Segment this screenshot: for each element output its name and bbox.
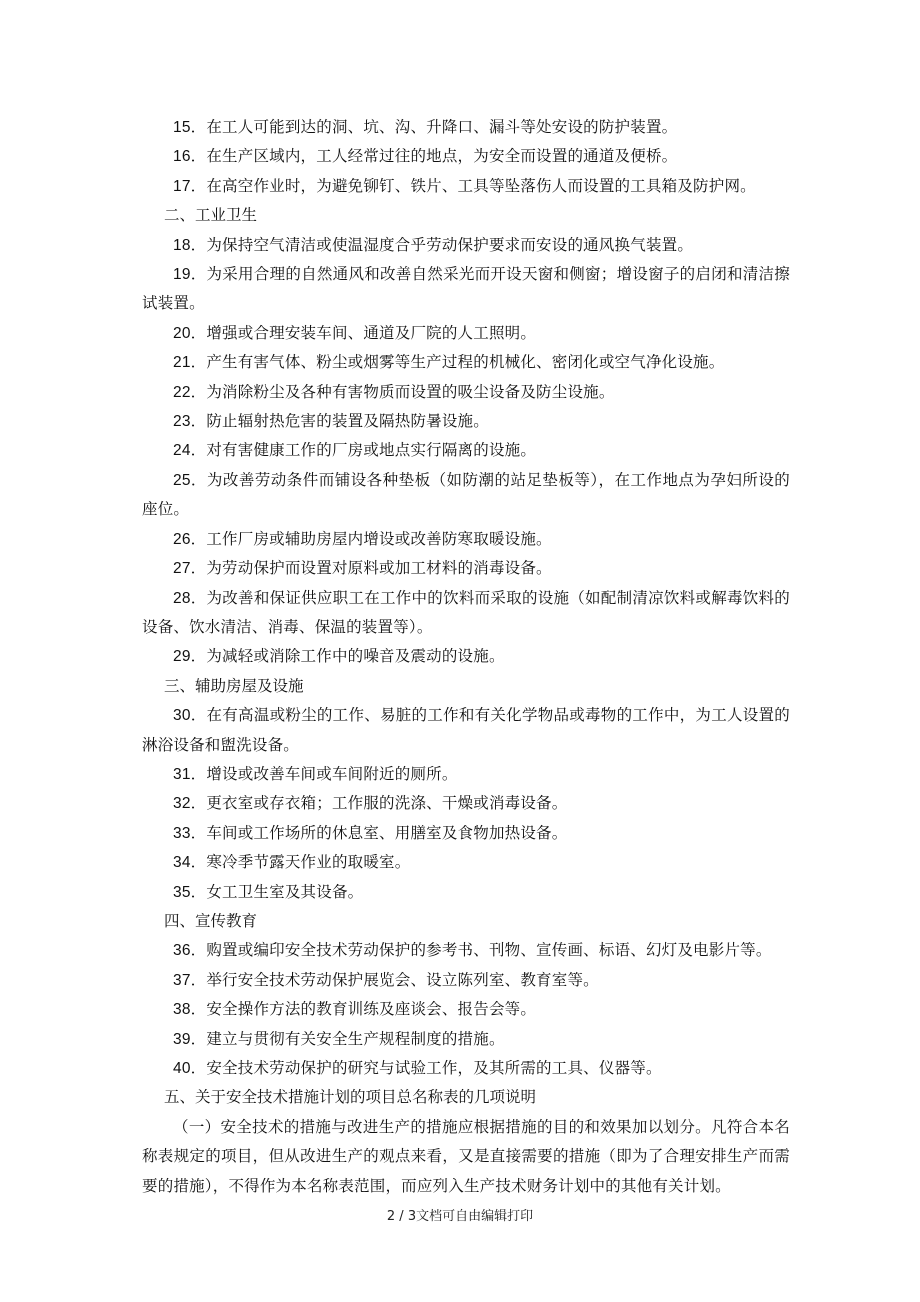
list-item-24: 24．对有害健康工作的厂房或地点实行隔离的设施。 [173, 441, 537, 460]
page-footer: 2 / 3文档可自由编辑打印 [386, 1209, 534, 1224]
list-item-34: 34．寒冷季节露天作业的取暖室。 [173, 853, 411, 872]
list-item-15: 15．在工人可能到达的洞、坑、沟、升降口、漏斗等处安设的防护装置。 [173, 118, 678, 136]
section-heading-industrial-hygiene: 二、工业卫生 [164, 206, 258, 225]
list-item-35: 35．女工卫生室及其设备。 [173, 882, 364, 901]
note-paragraph-1: （一）安全技术的措施与改进生产的措施应根据措施的目的和效果加以划分。凡符合本名称表规定的项目，但从改进生产的观点来看，又是直接需要的措施（即为了合理安排生产而需要的措施），不得作为本名称表范围，而应列入生产技术财务计划中的其他有关计划。 [142, 1117, 790, 1195]
list-item-37: 37．举行安全技术劳动保护展览会、设立陈列室、教育室等。 [173, 970, 599, 989]
list-item-25: 25．为改善劳动条件而铺设各种垫板（如防潮的站足垫板等），在工作地点为孕妇所设的座位。 [142, 470, 790, 519]
list-item-21: 21．产生有害气体、粉尘或烟雾等生产过程的机械化、密闭化或空气净化设施。 [173, 353, 725, 372]
list-item-33: 33．车间或工作场所的休息室、用膳室及食物加热设备。 [173, 823, 568, 842]
list-item-40: 40．安全技术劳动保护的研究与试验工作，及其所需的工具、仪器等。 [173, 1059, 662, 1077]
list-item-28: 28．为改善和保证供应职工在工作中的饮料而采取的设施（如配制清凉饮料或解毒饮料的设备、饮水清洁、消毒、保温的装置等）。 [142, 588, 790, 636]
list-item-39: 39．建立与贯彻有关安全生产规程制度的措施。 [173, 1029, 505, 1048]
section-heading-notes: 五、关于安全技术措施计划的项目总名称表的几项说明 [164, 1088, 537, 1107]
list-item-32: 32．更衣室或存衣箱；工作服的洗涤、干燥或消毒设备。 [173, 794, 568, 813]
list-item-23: 23．防止辐射热危害的装置及隔热防暑设施。 [173, 412, 489, 431]
list-item-26: 26．工作厂房或辅助房屋内增设或改善防寒取暖设施。 [173, 529, 552, 548]
list-item-20: 20．增强或合理安装车间、通道及厂院的人工照明。 [173, 323, 537, 342]
list-item-22: 22．为消除粉尘及各种有害物质而设置的吸尘设备及防尘设施。 [173, 382, 615, 401]
list-item-29: 29．为减轻或消除工作中的噪音及震动的设施。 [173, 647, 505, 666]
list-item-19: 19．为采用合理的自然通风和改善自然采光而开设天窗和侧窗；增设窗子的启闭和清洁擦试装置。 [142, 265, 790, 313]
section-heading-education: 四、宣传教育 [164, 911, 258, 930]
list-item-31: 31．增设或改善车间或车间附近的厕所。 [173, 764, 458, 783]
list-item-27: 27．为劳动保护而设置对原料或加工材料的消毒设备。 [173, 559, 552, 578]
list-item-16: 16．在生产区域内，工人经常过往的地点，为安全而设置的通道及便桥。 [173, 147, 678, 166]
list-item-30: 30．在有高温或粉尘的工作、易脏的工作和有关化学物品或毒物的工作中，为工人设置的淋浴设备和盥洗设备。 [142, 706, 790, 754]
list-item-36: 36．购置或编印安全技术劳动保护的参考书、刊物、宣传画、标语、幻灯及电影片等。 [173, 941, 772, 960]
list-item-38: 38．安全操作方法的教育训练及座谈会、报告会等。 [173, 1000, 537, 1019]
page-content [142, 113, 790, 1201]
list-item-18: 18．为保持空气清洁或使温湿度合乎劳动保护要求而安设的通风换气装置。 [173, 235, 694, 254]
section-heading-auxiliary-facilities: 三、辅助房屋及设施 [164, 676, 304, 695]
list-item-17: 17．在高空作业时，为避免铆钉、铁片、工具等坠落伤人而设置的工具箱及防护网。 [173, 176, 756, 195]
